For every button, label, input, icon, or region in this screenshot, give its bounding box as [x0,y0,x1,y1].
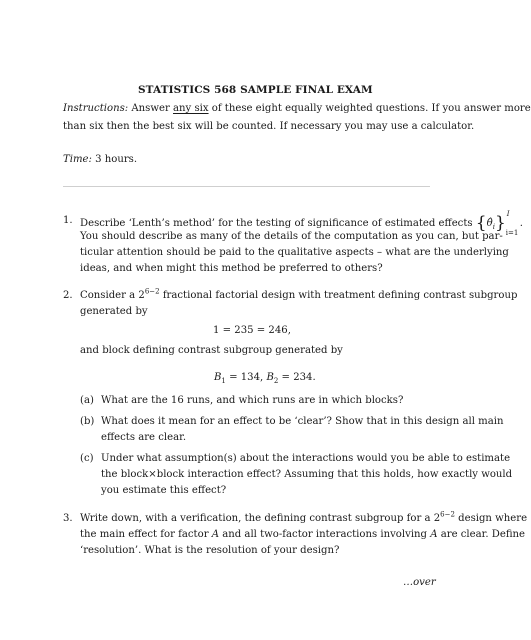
q2c-line-3: you estimate this effect? [101,485,227,496]
q3-line-3: ‘resolution’. What is the resolution of your design? [80,545,340,556]
instructions-pre: Answer [131,103,170,114]
q1-period: . [519,218,523,229]
q3-factor-a-2: A [430,529,438,540]
instructions-post: of these eight equally weighted questions. If you answer more [211,103,531,114]
q2c-line-2: the block×block interaction effect? Assuming that this holds, how exactly would [101,469,513,480]
footer-over: …over [403,577,436,588]
q1-theta-sub: i [492,223,495,232]
q2-b1-val: = 134, [225,372,267,383]
q1-sub: i=1 [505,229,519,237]
q2c-label: (c) [80,453,94,464]
q3-line2-pre: the main effect for factor [80,529,212,540]
q1-theta: θ̂ [486,218,493,229]
q1-line-2: You should describe as many of the details of the computation as you can, but par- [80,231,503,242]
q3-exponent: 6−2 [440,510,455,519]
q1-sup: I [506,210,510,218]
q2-b1: B [214,372,222,383]
q3-line-2 [80,527,525,543]
q2-b2-val: = 234. [278,372,316,383]
instructions-any-six: any six [173,103,209,114]
q2a-label: (a) [80,395,94,406]
q1-line-3: ticular attention should be paid to the qualitative aspects – what are the underlying [80,247,509,258]
q1-limits [505,210,520,237]
q3-line2-mid: and all two-factor interactions involving [219,529,431,540]
q2-number: 2. [63,290,73,301]
q2-exponent: 6−2 [144,287,160,296]
q1-number: 1. [63,215,73,226]
instructions-label: Instructions: [63,103,129,114]
q1-brace-close: } [494,213,506,233]
exam-title: STATISTICS 568 SAMPLE FINAL EXAM [138,84,373,96]
q2-line-2: generated by [80,306,148,317]
q2-text-post: fractional factorial design with treatment defining contrast subgroup [159,290,518,301]
q2c-line-1: Under what assumption(s) about the interactions would you be able to estimate [101,453,511,464]
time-value: 3 hours. [95,154,138,165]
q2-equation-2 [214,370,316,386]
q3-factor-a-1: A [211,529,220,540]
q2-b1-sub: 1 [221,377,226,386]
q1-brace-open: { [475,213,487,233]
q1-text-1: Describe ‘Lenth’s method’ for the testing of significance of estimated effects [80,218,473,229]
q2-equation-1: 1 = 235 = 246, [213,325,291,336]
q3-line-1 [80,511,527,527]
instructions-line-1 [63,101,531,117]
q2-line-1 [80,288,517,304]
q3-text-pre: Write down, with a verification, the defining contrast subgroup for a 2 [80,513,441,524]
divider-rule [63,186,430,187]
time-label: Time: [63,154,92,165]
q3-text-post: design where [454,513,528,524]
q2-b2-sub: 2 [273,377,279,386]
q2-line-3: and block defining contrast subgroup generated by [80,345,343,356]
q2b-line-1: What does it mean for an effect to be ‘clear’? Show that in this design all main [101,416,504,427]
instructions-line-2: than six then the best six will be counted. If necessary you may use a calculator. [63,121,475,132]
q2a-text: What are the 16 runs, and which runs are in which blocks? [101,395,404,406]
q3-number: 3. [63,513,73,524]
q2b-line-2: effects are clear. [101,432,187,443]
q2-b2: B [266,372,274,383]
q2b-label: (b) [80,416,95,427]
q1-line-4: ideas, and when might this method be preferred to others? [80,263,383,274]
q2-text-pre: Consider a 2 [80,290,145,301]
q3-line2-post: are clear. Define [437,529,526,540]
time-line [63,152,137,168]
